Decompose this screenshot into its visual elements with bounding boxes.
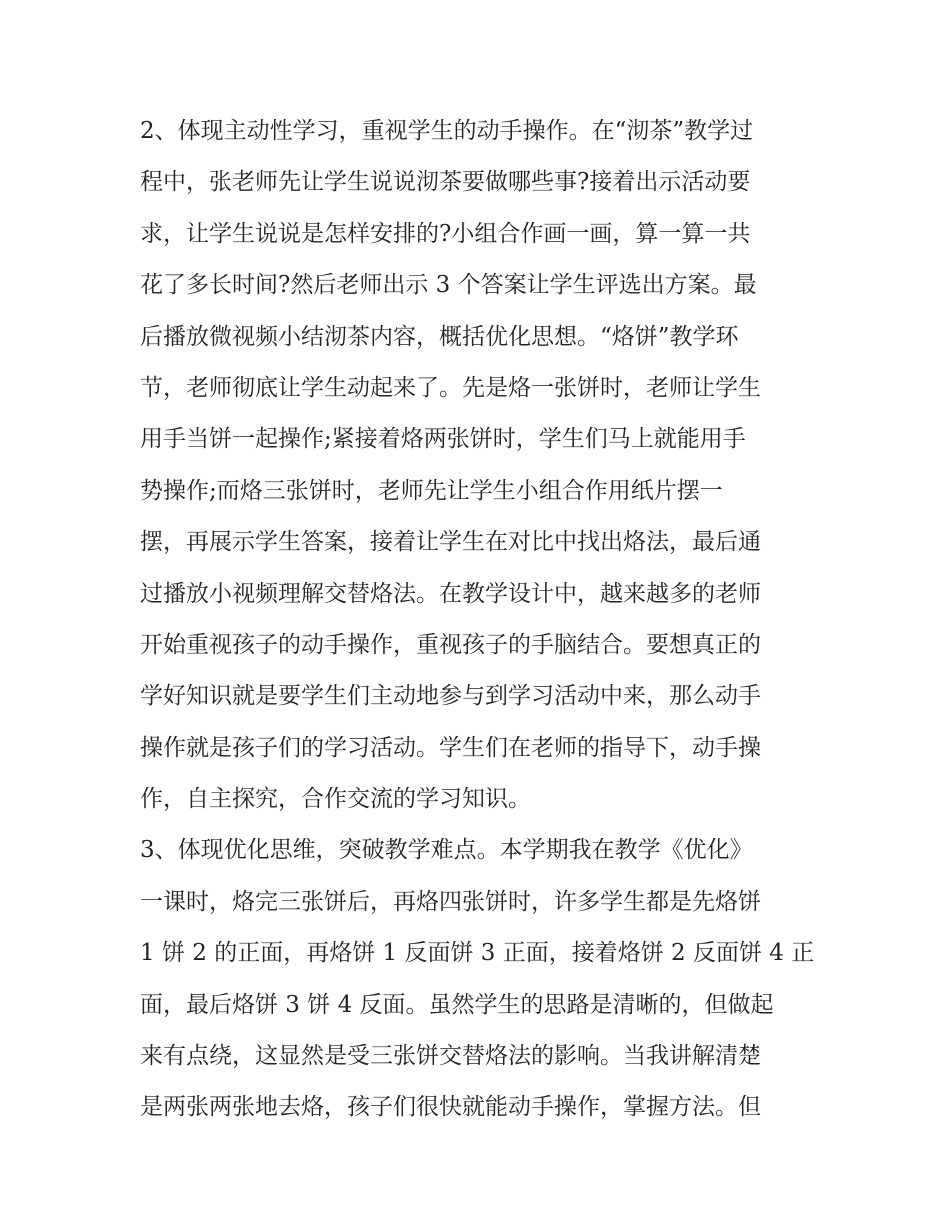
text-line: 是两张两张地去烙，孩子们很快就能动手操作，掌握方法。但	[140, 1094, 761, 1121]
text-line: 操作就是孩子们的学习活动。学生们在老师的指导下，动手操	[140, 734, 761, 761]
text-line: 来有点绕，这显然是受三张饼交替烙法的影响。当我讲解清楚	[140, 1043, 761, 1070]
text-line: 面，最后烙饼 3 饼 4 反面。虽然学生的思路是清晰的，但做起	[140, 991, 774, 1018]
text-line: 用手当饼一起操作;紧接着烙两张饼时，学生们马上就能用手	[140, 426, 746, 453]
text-line: 开始重视孩子的动手操作，重视孩子的手脑结合。要想真正的	[140, 631, 761, 658]
text-line: 学好知识就是要学生们主动地参与到学习活动中来，那么动手	[140, 683, 761, 710]
text-line: 2、体现主动性学习，重视学生的动手操作。在“沏茶”教学过	[140, 118, 754, 144]
text-line: 花了多长时间?然后老师出示 3 个答案让学生评选出方案。最	[140, 272, 757, 299]
text-line: 势操作;而烙三张饼时，老师先让学生小组合作用纸片摆一	[140, 477, 723, 504]
text-line: 3、体现优化思维，突破教学难点。本学期我在教学《优化》	[140, 837, 753, 864]
text-line: 后播放微视频小结沏茶内容，概括优化思想。“烙饼”教学环	[140, 323, 739, 350]
text-line: 一课时，烙完三张饼后，再烙四张饼时，许多学生都是先烙饼	[140, 888, 761, 915]
text-line: 过播放小视频理解交替烙法。在教学设计中，越来越多的老师	[140, 580, 761, 607]
text-line: 程中，张老师先让学生说说沏茶要做哪些事?接着出示活动要	[140, 169, 751, 196]
text-line: 求，让学生说说是怎样安排的?小组合作画一画，算一算一共	[140, 220, 751, 247]
text-line: 1 饼 2 的正面，再烙饼 1 反面饼 3 正面，接着烙饼 2 反面饼 4 正	[140, 940, 815, 967]
body-text	[140, 106, 820, 1134]
text-line: 摆，再展示学生答案，接着让学生在对比中找出烙法，最后通	[140, 529, 761, 556]
text-line: 节，老师彻底让学生动起来了。先是烙一张饼时，老师让学生	[140, 374, 761, 401]
text-line: 作，自主探究，合作交流的学习知识。	[140, 786, 531, 813]
